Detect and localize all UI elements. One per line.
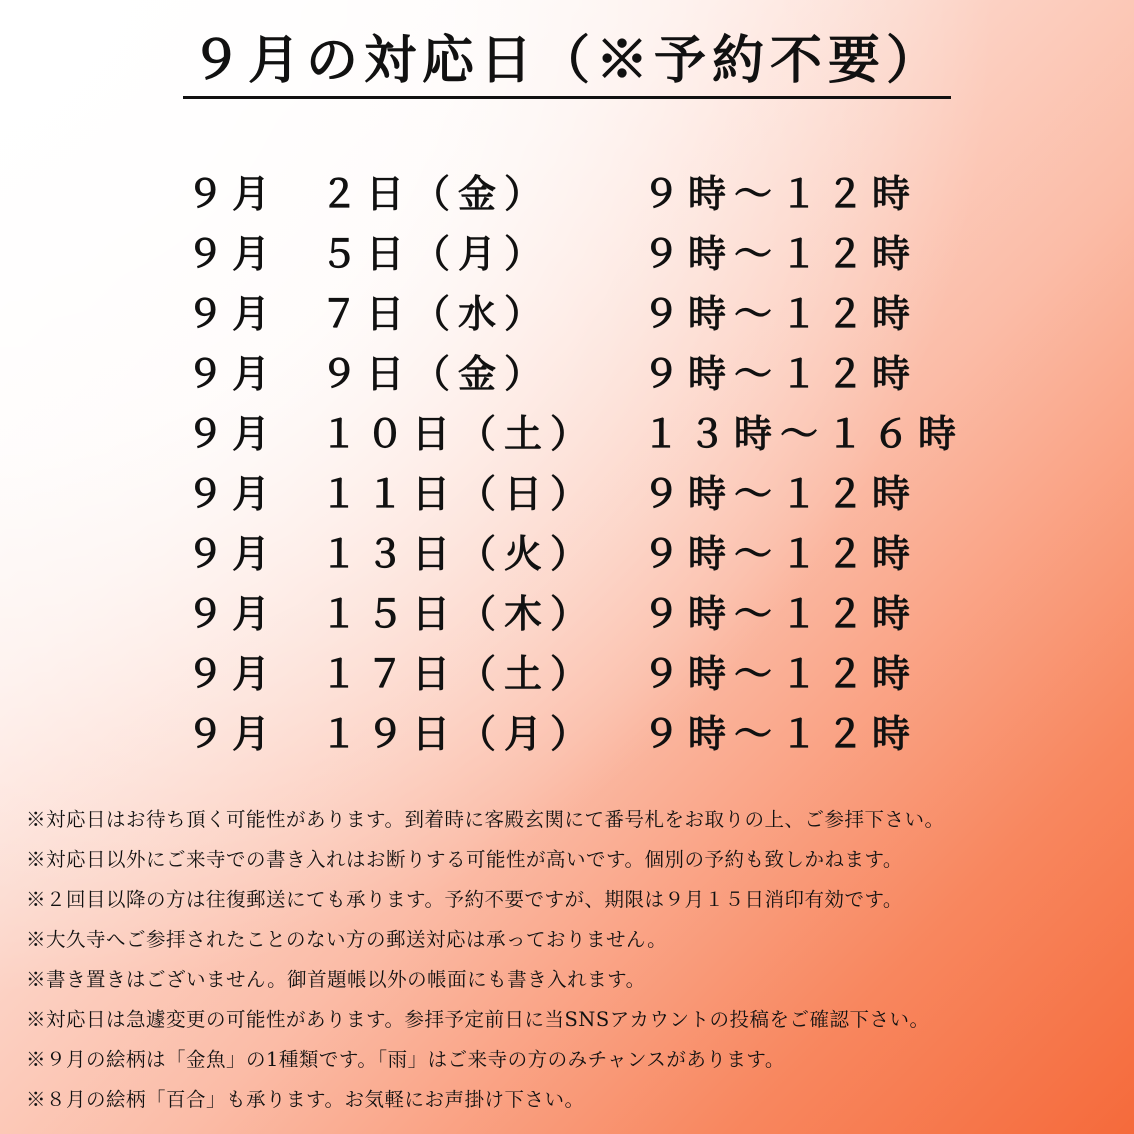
title-underline	[183, 96, 951, 99]
schedule-row	[186, 584, 986, 644]
schedule-month: ９月	[186, 171, 279, 216]
schedule-day: １５日（木）	[320, 591, 597, 636]
note-item: ※対応日以外にご来寺での書き入れはお断りする可能性が高いです。個別の予約も致しかねます。	[26, 848, 903, 871]
schedule-time: ９時～１２時	[642, 531, 919, 576]
schedule-time: ９時～１２時	[642, 291, 919, 336]
schedule-day: ７日（水）	[320, 291, 551, 336]
schedule-month: ９月	[186, 471, 279, 516]
note-item: ※８月の絵柄「百合」も承ります。お気軽にお声掛け下さい。	[26, 1088, 585, 1111]
schedule-row	[186, 224, 986, 284]
schedule-time: ９時～１２時	[642, 171, 919, 216]
schedule-day: １１日（日）	[320, 471, 597, 516]
schedule-time: ９時～１２時	[642, 651, 919, 696]
schedule-day: １３日（火）	[320, 531, 597, 576]
schedule-time: ９時～１２時	[642, 471, 919, 516]
notes-list	[26, 800, 1126, 1120]
schedule-month: ９月	[186, 231, 279, 276]
schedule-month: ９月	[186, 351, 279, 396]
schedule-row	[186, 344, 986, 404]
note-item: ※対応日はお待ち頂く可能性があります。到着時に客殿玄関にて番号札をお取りの上、ご参拝下さい。	[26, 808, 945, 831]
schedule-day: ５日（月）	[320, 231, 551, 276]
schedule-row	[186, 704, 986, 764]
schedule-month: ９月	[186, 531, 279, 576]
note-item: ※９月の絵柄は「金魚」の1種類です。「雨」はご来寺の方のみチャンスがあります。	[26, 1048, 785, 1071]
schedule-month: ９月	[186, 291, 279, 336]
schedule-month: ９月	[186, 591, 279, 636]
schedule-list	[186, 164, 986, 764]
schedule-time: １３時～１６時	[642, 411, 965, 456]
note-item: ※大久寺へご参拝されたことのない方の郵送対応は承っておりません。	[26, 928, 668, 951]
schedule-month: ９月	[186, 651, 279, 696]
note-item: ※書き置きはございません。御首題帳以外の帳面にも書き入れます。	[26, 968, 646, 991]
note-item: ※２回目以降の方は往復郵送にても承ります。予約不要ですが、期限は９月１５日消印有効です。	[26, 888, 903, 911]
note-item: ※対応日は急遽変更の可能性があります。参拝予定前日に当SNSアカウントの投稿をご確認下さい。	[26, 1008, 930, 1031]
schedule-time: ９時～１２時	[642, 231, 919, 276]
schedule-row	[186, 644, 986, 704]
schedule-time: ９時～１２時	[642, 351, 919, 396]
schedule-row	[186, 524, 986, 584]
schedule-time: ９時～１２時	[642, 711, 919, 756]
schedule-row	[186, 404, 986, 464]
schedule-month: ９月	[186, 711, 279, 756]
schedule-time: ９時～１２時	[642, 591, 919, 636]
schedule-day: １９日（月）	[320, 711, 597, 756]
schedule-day: ９日（金）	[320, 351, 551, 396]
schedule-month: ９月	[186, 411, 279, 456]
schedule-row	[186, 164, 986, 224]
schedule-row	[186, 284, 986, 344]
page-title-container	[0, 26, 1134, 96]
schedule-day: １０日（土）	[320, 411, 597, 456]
schedule-day: １７日（土）	[320, 651, 597, 696]
schedule-row	[186, 464, 986, 524]
schedule-day: ２日（金）	[320, 171, 551, 216]
page-title: ９月の対応日（※予約不要）	[189, 30, 944, 91]
